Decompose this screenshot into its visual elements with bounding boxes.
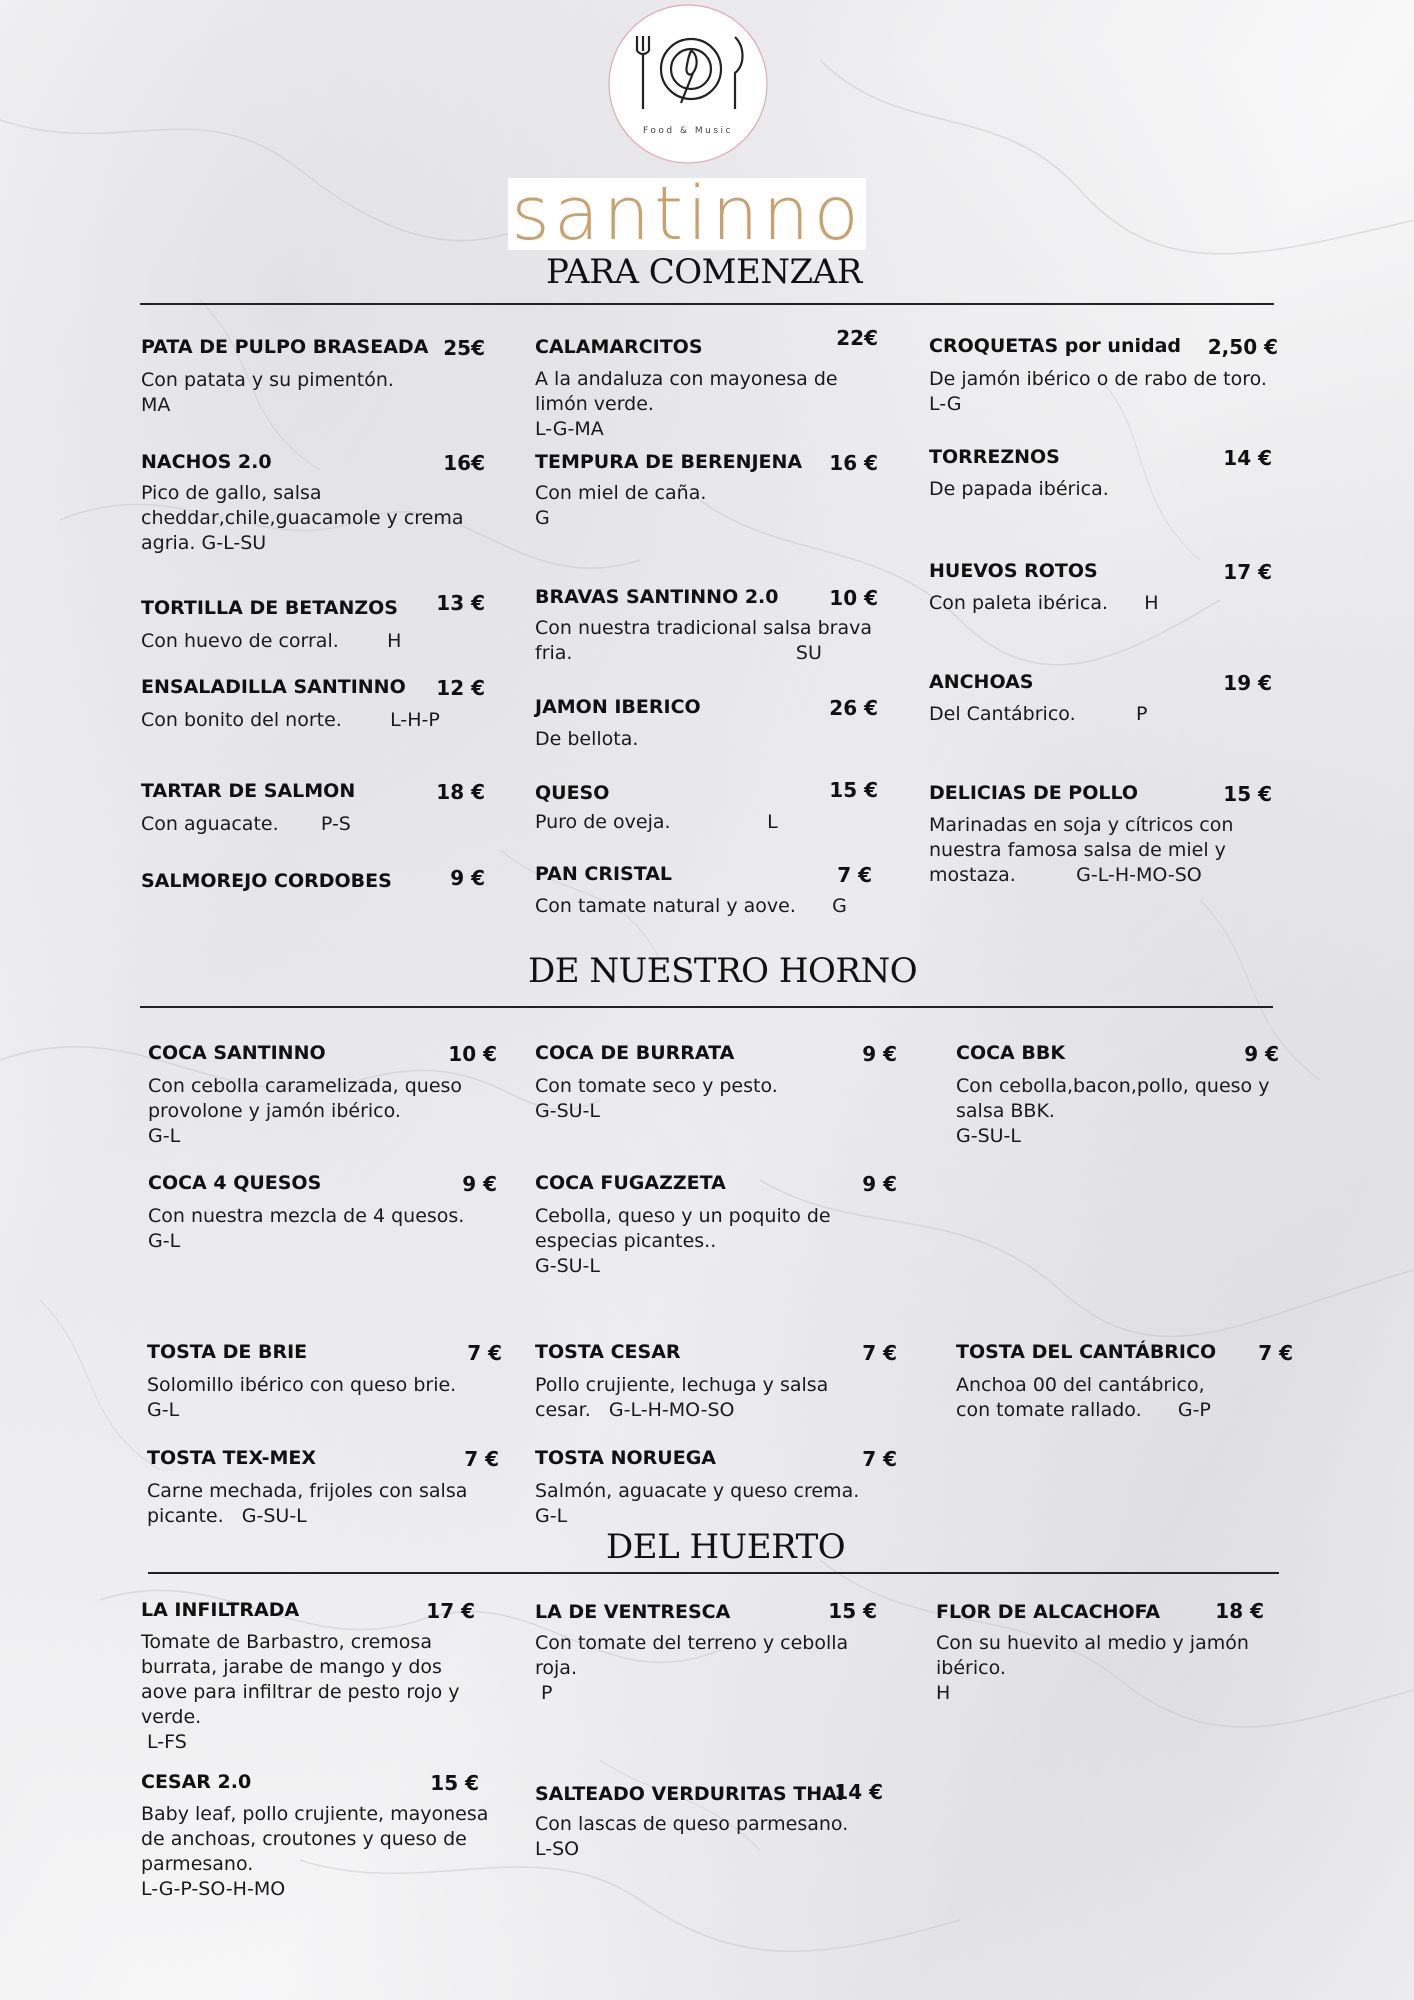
item-price: 9 € xyxy=(462,1172,497,1196)
item-name: LA DE VENTRESCA xyxy=(535,1601,731,1623)
item-name: ANCHOAS xyxy=(929,671,1034,693)
item-description: Con patata y su pimentón. MA xyxy=(141,369,394,416)
item-price: 15 € xyxy=(1223,782,1272,806)
item-description: Con paleta ibérica. H xyxy=(929,592,1159,614)
item-description: Con tomate del terreno y cebolla roja. P xyxy=(535,1632,849,1704)
item-name: TEMPURA DE BERENJENA xyxy=(535,451,803,473)
item-name: COCA FUGAZZETA xyxy=(535,1172,726,1194)
item-name: TARTAR DE SALMON xyxy=(141,780,356,802)
item-description: Con bonito del norte. L-H-P xyxy=(141,709,440,731)
item-price: 7 € xyxy=(467,1341,502,1365)
item-name: TOSTA DE BRIE xyxy=(147,1341,308,1363)
item-price: 13 € xyxy=(436,591,485,615)
item-description: Con miel de caña. G xyxy=(535,482,707,529)
item-description: Salmón, aguacate y queso crema. G-L xyxy=(535,1480,860,1527)
item-price: 26 € xyxy=(829,696,878,720)
item-name: TOSTA NORUEGA xyxy=(535,1447,716,1469)
section-divider xyxy=(140,303,1274,305)
item-name: SALTEADO VERDURITAS THAI xyxy=(535,1783,844,1805)
brand-name: santinno xyxy=(511,171,863,257)
item-description: Con su huevito al medio y jamón ibérico. H xyxy=(936,1632,1249,1704)
item-description: Anchoa 00 del cantábrico, con tomate rallado. G-P xyxy=(956,1374,1211,1421)
item-description: Con cebolla,bacon,pollo, queso y salsa BBK. G-SU-L xyxy=(956,1075,1270,1147)
item-price: 7 € xyxy=(837,863,872,887)
item-price: 18 € xyxy=(1215,1599,1264,1623)
item-description: Pollo crujiente, lechuga y salsa cesar. G-L-H-MO-SO xyxy=(535,1374,829,1421)
item-description: De papada ibérica. xyxy=(929,478,1109,500)
item-name: LA INFILTRADA xyxy=(141,1599,300,1621)
item-name: SALMOREJO CORDOBES xyxy=(141,870,392,892)
item-price: 14 € xyxy=(834,1780,883,1804)
item-name: COCA SANTINNO xyxy=(148,1042,326,1064)
item-description: Con tomate seco y pesto. G-SU-L xyxy=(535,1075,778,1122)
item-name: TOSTA CESAR xyxy=(535,1341,681,1363)
item-description: De bellota. xyxy=(535,728,639,750)
item-description: Marinadas en soja y cítricos con nuestra famosa salsa de miel y mostaza. G-L-H-MO-SO xyxy=(929,814,1234,886)
item-name: PATA DE PULPO BRASEADA xyxy=(141,336,429,358)
item-price: 7 € xyxy=(862,1447,897,1471)
item-description: Del Cantábrico. P xyxy=(929,703,1148,725)
item-name: COCA DE BURRATA xyxy=(535,1042,735,1064)
item-price: 14 € xyxy=(1223,446,1272,470)
item-description: Con tamate natural y aove. G xyxy=(535,895,847,917)
item-description: A la andaluza con mayonesa de limón verde. L-G-MA xyxy=(535,368,838,440)
item-price: 16€ xyxy=(443,451,485,475)
item-price: 15 € xyxy=(828,1599,877,1623)
logo-tagline: Food & Music xyxy=(643,126,733,136)
item-price: 9 € xyxy=(862,1042,897,1066)
item-description: Solomillo ibérico con queso brie. G-L xyxy=(147,1374,457,1421)
item-name: TOSTA TEX-MEX xyxy=(147,1447,317,1469)
brand-name-panel xyxy=(508,171,866,257)
item-price: 9 € xyxy=(862,1172,897,1196)
item-price: 15 € xyxy=(430,1771,479,1795)
item-price: 10 € xyxy=(829,586,878,610)
item-name: TORTILLA DE BETANZOS xyxy=(141,597,398,619)
section-title-para-comenzar: PARA COMENZAR xyxy=(546,252,862,292)
item-price: 10 € xyxy=(448,1042,497,1066)
item-price: 25€ xyxy=(443,336,485,360)
item-price: 18 € xyxy=(436,780,485,804)
item-description: Cebolla, queso y un poquito de especias picantes.. G-SU-L xyxy=(535,1205,831,1277)
item-description: Con lascas de queso parmesano. L-SO xyxy=(535,1813,849,1860)
item-name: HUEVOS ROTOS xyxy=(929,560,1098,582)
item-description: Con huevo de corral. H xyxy=(141,630,402,652)
item-price: 16 € xyxy=(829,451,878,475)
item-price: 7 € xyxy=(1258,1341,1293,1365)
item-price: 7 € xyxy=(862,1341,897,1365)
item-price: 9 € xyxy=(1244,1042,1279,1066)
item-description: Pico de gallo, salsa cheddar,chile,guacamole y crema agria. G-L-SU xyxy=(141,482,464,554)
item-description: De jamón ibérico o de rabo de toro. L-G xyxy=(929,368,1267,415)
item-description: Con aguacate. P-S xyxy=(141,813,351,835)
section-title-de-nuestro-horno: DE NUESTRO HORNO xyxy=(528,951,918,991)
item-description: Con cebolla caramelizada, queso provolone y jamón ibérico. G-L xyxy=(148,1075,463,1147)
item-description: Baby leaf, pollo crujiente, mayonesa de anchoas, croutones y queso de parmesano. L-G-P-SO-H-MO xyxy=(141,1803,489,1900)
item-name: FLOR DE ALCACHOFA xyxy=(936,1601,1161,1623)
item-name: BRAVAS SANTINNO 2.0 xyxy=(535,586,779,608)
item-price: 7 € xyxy=(464,1447,499,1471)
item-price: 12 € xyxy=(436,676,485,700)
item-price: 2,50 € xyxy=(1207,335,1278,359)
item-name: TOSTA DEL CANTÁBRICO xyxy=(956,1341,1217,1363)
item-name: CESAR 2.0 xyxy=(141,1771,252,1793)
item-name: ENSALADILLA SANTINNO xyxy=(141,676,406,698)
item-price: 9 € xyxy=(450,866,485,890)
section-divider xyxy=(140,1006,1273,1008)
item-price: 17 € xyxy=(426,1599,475,1623)
section-title-del-huerto: DEL HUERTO xyxy=(606,1527,846,1567)
item-description: Con nuestra mezcla de 4 quesos. G-L xyxy=(148,1205,465,1252)
item-price: 22€ xyxy=(836,326,878,350)
section-divider xyxy=(148,1572,1279,1574)
item-name: TORREZNOS xyxy=(929,446,1060,468)
item-name: NACHOS 2.0 xyxy=(141,451,272,473)
restaurant-logo xyxy=(607,3,769,165)
item-price: 17 € xyxy=(1223,560,1272,584)
item-description: Puro de oveja. L xyxy=(535,811,778,833)
item-name: COCA 4 QUESOS xyxy=(148,1172,322,1194)
item-description: Tomate de Barbastro, cremosa burrata, jarabe de mango y dos aove para infiltrar de pesto rojo y verde. L-FS xyxy=(141,1631,460,1753)
item-name: DELICIAS DE POLLO xyxy=(929,782,1139,804)
item-name: PAN CRISTAL xyxy=(535,863,673,885)
item-name: CROQUETAS por unidad xyxy=(929,335,1182,357)
item-name: QUESO xyxy=(535,782,610,804)
item-price: 15 € xyxy=(829,778,878,802)
item-name: JAMON IBERICO xyxy=(535,696,701,718)
item-name: COCA BBK xyxy=(956,1042,1066,1064)
item-description: Carne mechada, frijoles con salsa picante. G-SU-L xyxy=(147,1480,468,1527)
item-description: Con nuestra tradicional salsa brava fria. SU xyxy=(535,617,872,664)
item-price: 19 € xyxy=(1223,671,1272,695)
item-name: CALAMARCITOS xyxy=(535,336,703,358)
